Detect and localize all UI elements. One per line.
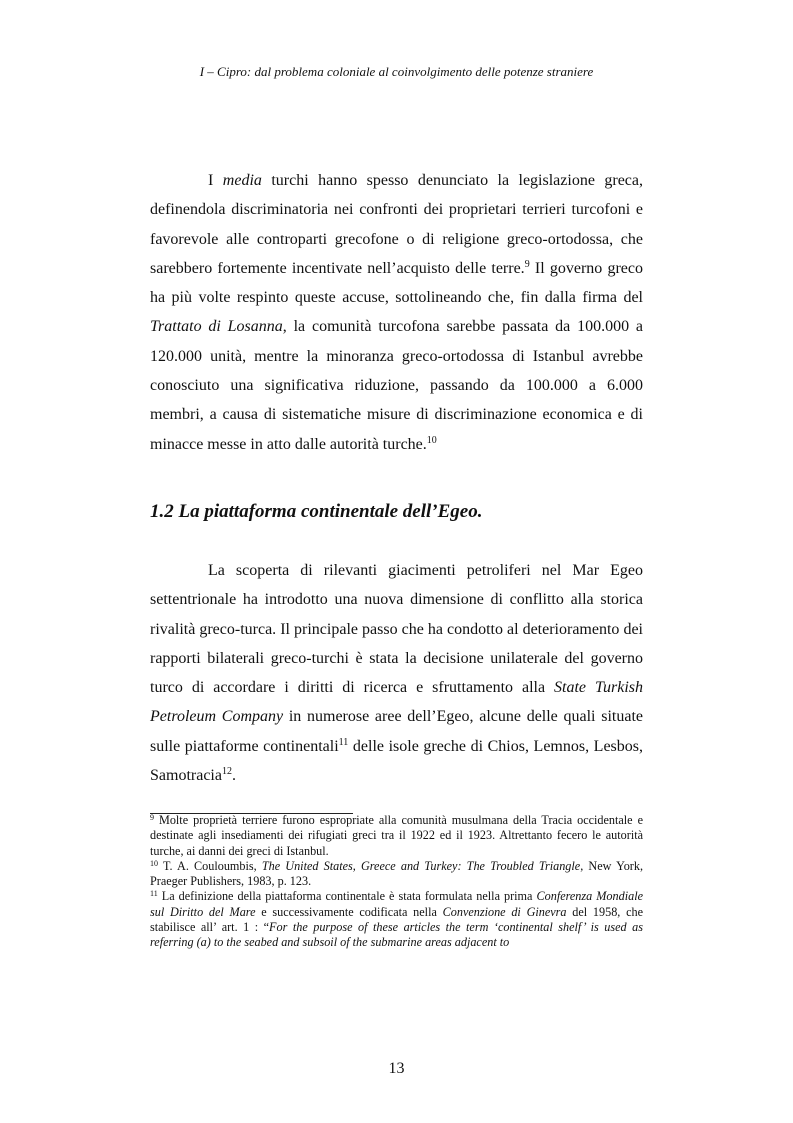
footnote-ref-11[interactable]: 11 — [338, 736, 349, 748]
paragraph-text: turchi hanno spesso denunciato la legislazione greca, definendola discriminatoria nei confronti dei proprietari terrieri turcofoni e favorevole alle controparti grecofone o di religione greco-ortodossa, che sarebbero fortemente incentivate nell’acquisto delle terre. — [150, 172, 643, 277]
footnote-ref-10[interactable]: 10 — [426, 434, 437, 446]
footnote-text: Molte proprietà terriere furono espropriate alla comunità musulmana della Tracia occidentale e destinate agli insediamenti dei rifugiati greci tra il 1922 ed il 1923. Altrettanto fecero le autorità turche, ai danni dei greci di Istanbul. — [150, 813, 643, 858]
paragraph-text: delle isole greche di Chios, Lemnos, Lesbos, Samotracia — [150, 737, 644, 785]
convention-name: Convenzione di Ginevra — [442, 904, 567, 919]
paragraph-text: , la comunità turcofona sarebbe passata da 100.000 a 120.000 unità, mentre la minoranza greco-ortodossa di Istanbul avrebbe conosciuto una significativa riduzione, passando da 100.000 a 6.000 membri, a causa di sistematiche misure di discriminazione economica e di minacce messe in atto dalle autorità turche. — [150, 318, 644, 453]
footnote-text: T. A. Couloumbis, — [158, 858, 262, 873]
footnote-11 — [150, 889, 643, 950]
company-name: State Turkish Petroleum Company — [150, 679, 643, 726]
footnote-text: , New York, Praeger Publishers, 1983, p. 123. — [150, 858, 643, 889]
footnote-text: La definizione della piattaforma continentale è stata formulata nella prima — [157, 889, 537, 904]
footnotes — [150, 813, 643, 951]
footnote-number: 11 — [150, 889, 158, 899]
treaty-title: Trattato di Losanna — [150, 318, 283, 336]
section-heading: 1.2 La piattaforma continentale dell’Egeo. — [150, 501, 483, 522]
footnote-number: 10 — [150, 858, 158, 868]
footnote-text: del 1958, che stabilisce all’ art. 1 : “ — [150, 904, 643, 935]
conference-name: Conferenza Mondiale sul Diritto del Mare — [150, 889, 643, 919]
page-number: 13 — [388, 1060, 405, 1077]
footnote-ref-12[interactable]: 12 — [221, 766, 232, 778]
body-paragraph-1 — [150, 166, 643, 459]
book-title: The United States, Greece and Turkey: The Troubled Triangle — [261, 858, 581, 873]
running-header: I – Cipro: dal problema coloniale al coinvolgimento delle potenze straniere — [199, 64, 594, 79]
paragraph-text: Il governo greco ha più volte respinto queste accuse, sottolineando che, fin dalla firma del — [150, 259, 644, 307]
footnote-10 — [150, 859, 643, 890]
paragraph-text: . — [231, 767, 236, 785]
footnote-number: 9 — [150, 813, 154, 822]
footnote-text: e successivamente codificata nella — [255, 904, 443, 919]
emphasis-media: media — [222, 172, 262, 189]
footnote-9 — [150, 813, 643, 859]
paragraph-text: in numerose aree dell’Egeo, alcune delle quali situate sulle piattaforme continentali — [150, 708, 643, 755]
quoted-article: For the purpose of these articles the term ‘continental shelf’ is used as referring (a) to the seabed and subsoil of the submarine areas adjacent to — [150, 920, 643, 950]
paragraph-text: I — [208, 172, 223, 189]
paragraph-text: La scoperta di rilevanti giacimenti petroliferi nel Mar Egeo settentrionale ha introdotto una nuova dimensione di conflitto alla storica rivalità greco-turca. Il principale passo che ha condotto al deterioramento dei rapporti bilaterali greco-turchi è stata la decisione unilaterale del governo turco di accordare i diritti di ricerca e sfruttamento alla — [150, 562, 643, 697]
footnote-ref-9[interactable]: 9 — [524, 258, 530, 270]
body-paragraph-2 — [150, 556, 643, 790]
